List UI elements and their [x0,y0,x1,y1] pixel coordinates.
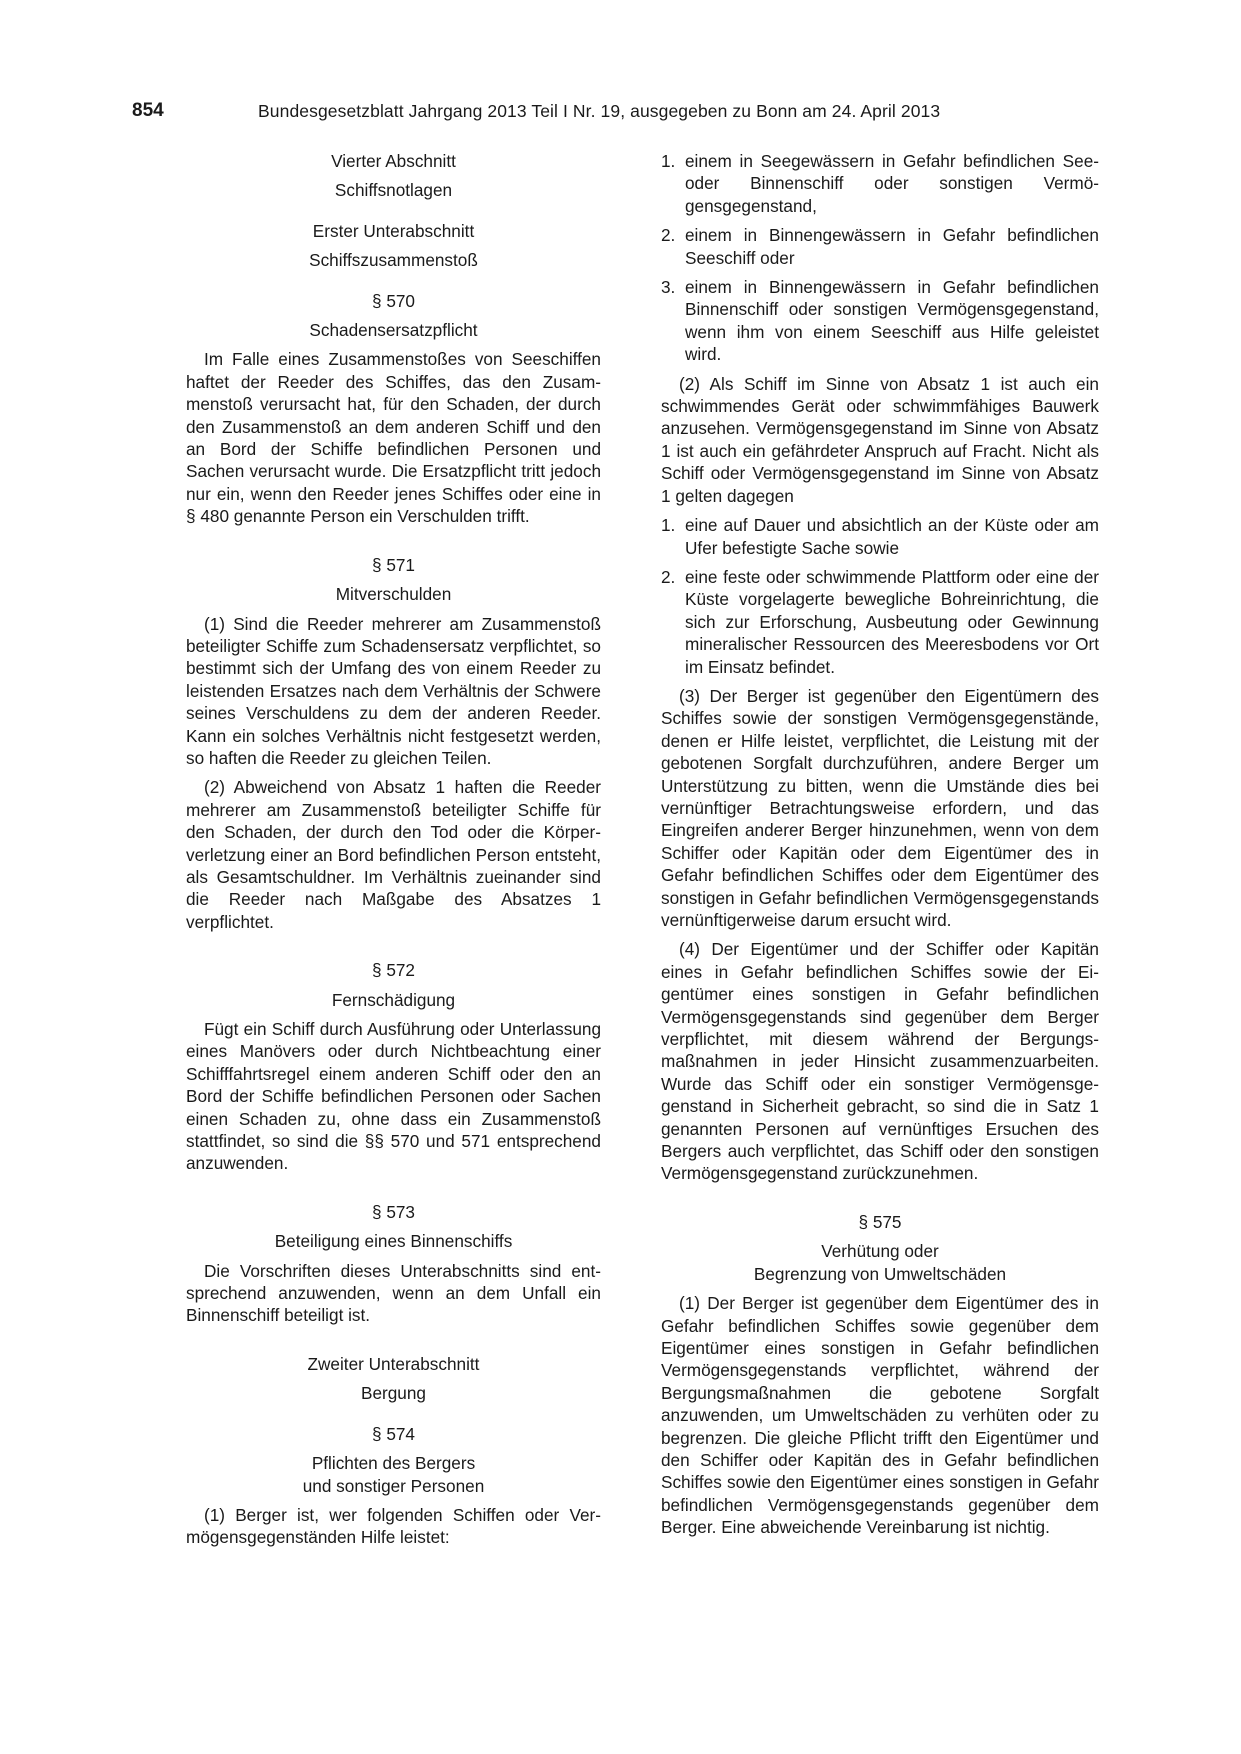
list-item [661,566,1099,678]
paragraph-number-572: § 572 [371,960,415,981]
section-title: Schiffsnotlagen [334,180,453,201]
paragraph-title-570: Schadensersatzpflicht [309,320,478,341]
page-header [132,100,1110,126]
paragraph-number-573: § 573 [371,1201,415,1222]
paragraph-number-571: § 571 [371,554,415,575]
list-item-text: einem in Binnengewässern in Gefahr befindlichen Binnenschiff oder sonstigen Vermögensgegenstand, wenn ihm von einem Seeschiff aus Hilfe geleistet wird. [685,277,1099,365]
right-column [661,150,1099,1539]
running-head: Bundesgesetzblatt Jahrgang 2013 Teil I Nr. 19, ausgegeben zu Bonn am 24. April 2013 [258,101,941,121]
paragraph-text-571-2: (2) Abweichend von Absatz 1 haften die Reeder mehrerer am Zusammenstoß beteiligter Schiffe für den Schaden, der durch den Tod oder die Körperverletzung einer an Bord befindlichen Person entsteht, als Gesamtschuldner. Im Verhältnis zueinander sind die Reeder nach Maßgabe des Absatzes 1 verpflichtet. [186,777,601,932]
paragraph-text-571-1: (1) Sind die Reeder mehrerer am Zusammenstoß beteiligter Schiffe zum Schadensersatz verpflichtet, so bestimmt sich der Umfang des von einem Reeder zu leistenden Ersatzes nach dem Verhältnis der Schwere seines Verschuldens zu dem der anderen Reeder. Kann ein solches Verhältnis nicht festgesetzt werden, so haften die Reeder zu gleichen Teilen. [186,613,601,768]
rescue-object-list [661,150,1099,366]
list-item-number: 3. [661,277,676,298]
list-item [661,150,1099,217]
paragraph-text-573: Die Vorschriften dieses Unterabschnitts sind entsprechend anzuwenden, wenn an dem Unfall ein Binnenschiff beteiligt ist. [186,1260,601,1326]
paragraph-text-574-1: (1) Berger ist, wer folgenden Schiffen oder Vermögensgegenständen Hilfe leistet: [186,1504,601,1548]
list-item-text: einem in Binnengewässern in Gefahr befindlichen Seeschiff oder [685,225,1099,268]
left-column [186,150,601,1549]
paragraph-title-575-line2: Begrenzung von Umweltschäden [753,1263,1007,1284]
subsection-title-2: Bergung [361,1383,426,1404]
paragraph-number-574: § 574 [371,1423,415,1444]
paragraph-text-574-3: (3) Der Berger ist gegenüber den Eigentümern des Schiffes sowie der sonstigen Vermögensgegenstände, denen er Hilfe leistet, verpflichtet, die Leistung mit der gebotenen Sorgfalt durchzuführen, andere Berger um Unterstützung zu bitten, wenn die Umstände dies bei vernünftiger Betrachtungsweise erfordern, und das Eingreifen anderer Berger hinzunehmen, wenn von dem Schiffer oder Kapitän oder dem Eigentümer des in Gefahr befindlichen Schiffes oder dem Eigentümer des sonstigen in Gefahr befindlichen Vermögensgegenstands vernünftigerweise darum ersucht wird. [661,685,1099,930]
list-item [661,514,1099,559]
paragraph-text-572: Fügt ein Schiff durch Ausführung oder Unterlassung eines Manövers oder durch Nichtbeachtung einer Schifffahrtsregel einem anderen Schiff oder den an Bord der Schiffe befindlichen Personen oder Sachen einen Schaden zu, ohne dass ein Zusammenstoß stattfindet, so sind die §§ 570 und 571 entsprechend anzuwenden. [186,1019,601,1174]
paragraph-text-575-1: (1) Der Berger ist gegenüber dem Eigentümer des in Gefahr befindlichen Schiffes sowie gegenüber dem Eigentümer eines sonstigen in Gefahr befindlichen Vermögensgegenstands verpflichtet, während der Bergungsmaßnahmen die gebotene Sorgfalt anzuwenden, um Umweltschäden zu verhüten oder zu begrenzen. Die gleiche Pflicht trifft den Eigentümer und den Schiffer oder Kapitän des in Gefahr befindlichen Schiffes sowie den Eigentümer eines sonstigen in Gefahr befindlichen Vermögensgegenstands gegenüber dem Berger. Eine abweichende Vereinbarung ist nichtig. [661,1293,1099,1538]
paragraph-text-574-4: (4) Der Eigentümer und der Schiffer oder Kapitän eines in Gefahr befindlichen Schiffes sowie der Eigentümer eines sonstigen in Gefahr befindlichen Vermögensgegenstands sind gegenüber dem Berger verpflichtet, mit diesem während der Bergungsmaßnahmen in jeder Hinsicht zusammenzuarbeiten. Wurde das Schiff oder ein sonstiger Vermögensgegenstand in Sicherheit gebracht, so sind die in Satz 1 genannten Personen auf vernünftiges Ersuchen des Bergers auch verpflichtet, das Schiff oder den sonstigen Vermögensgegenstand zurückzunehmen. [661,939,1099,1184]
paragraph-text-574-2: (2) Als Schiff im Sinne von Absatz 1 ist auch ein schwimmendes Gerät oder schwimmfähiges Bauwerk anzusehen. Vermögensgegenstand im Sinne von Absatz 1 ist auch ein gefährdeter Anspruch auf Fracht. Nicht als Schiff oder Vermögensgegenstand im Sinne von Absatz 1 gelten dagegen [661,373,1099,506]
subsection-title: Schiffszusammenstoß [309,250,478,271]
paragraph-title-571: Mitverschulden [335,584,452,605]
paragraph-text-570: Im Falle eines Zusammenstoßes von Seeschiffen haftet der Reeder des Schiffes, das den Zusammenstoß verursacht hat, für den Schaden, der durch den Zusammenstoß an dem anderen Schiff und den an Bord der Schiffe befindlichen Personen und Sachen verursacht wurde. Die Ersatzpflicht tritt jedoch nur ein, wenn den Reeder jenes Schiffes oder eine in § 480 genannte Person ein Verschulden trifft. [186,349,601,527]
page-number: 854 [132,100,164,121]
list-item-number: 1. [661,151,676,171]
paragraph-title-573: Beteiligung eines Binnenschiffs [274,1231,513,1252]
subsection-heading-2: Zweiter Unterabschnitt [307,1353,480,1374]
list-item-number: 2. [661,225,676,246]
list-item-number: 1. [661,515,676,536]
paragraph-title-575-line1: Verhütung oder [821,1241,939,1262]
paragraph-title-572: Fernschädigung [331,989,456,1010]
list-item-text: eine feste oder schwimmende Plattform oder eine der Küste vorgelagerte bewegliche Bohreinrichtung, die sich zur Erforschung, Ausbeutung oder Gewinnung mineralischer Ressourcen des Meeresbodens vor Ort im Einsatz befindet. [685,566,1099,677]
list-item [661,276,1099,366]
list-item-text: einem in Seegewässern in Gefahr befindlichen See- oder Binnenschiff oder sonstigen Vermögensgegenstand, [685,151,1099,216]
section-heading: Vierter Abschnitt [331,151,456,171]
paragraph-title-574-line1: Pflichten des Bergers [311,1453,476,1474]
list-item [661,224,1099,269]
paragraph-number-570: § 570 [371,290,415,311]
list-item-text: eine auf Dauer und absichtlich an der Küste oder am Ufer befestigte Sache sowie [685,515,1099,558]
paragraph-number-575: § 575 [858,1211,902,1232]
list-item-number: 2. [661,566,676,587]
exclusion-list [661,514,1099,678]
subsection-heading: Erster Unterabschnitt [312,220,475,241]
paragraph-title-574-line2: und sonstiger Personen [302,1475,485,1496]
